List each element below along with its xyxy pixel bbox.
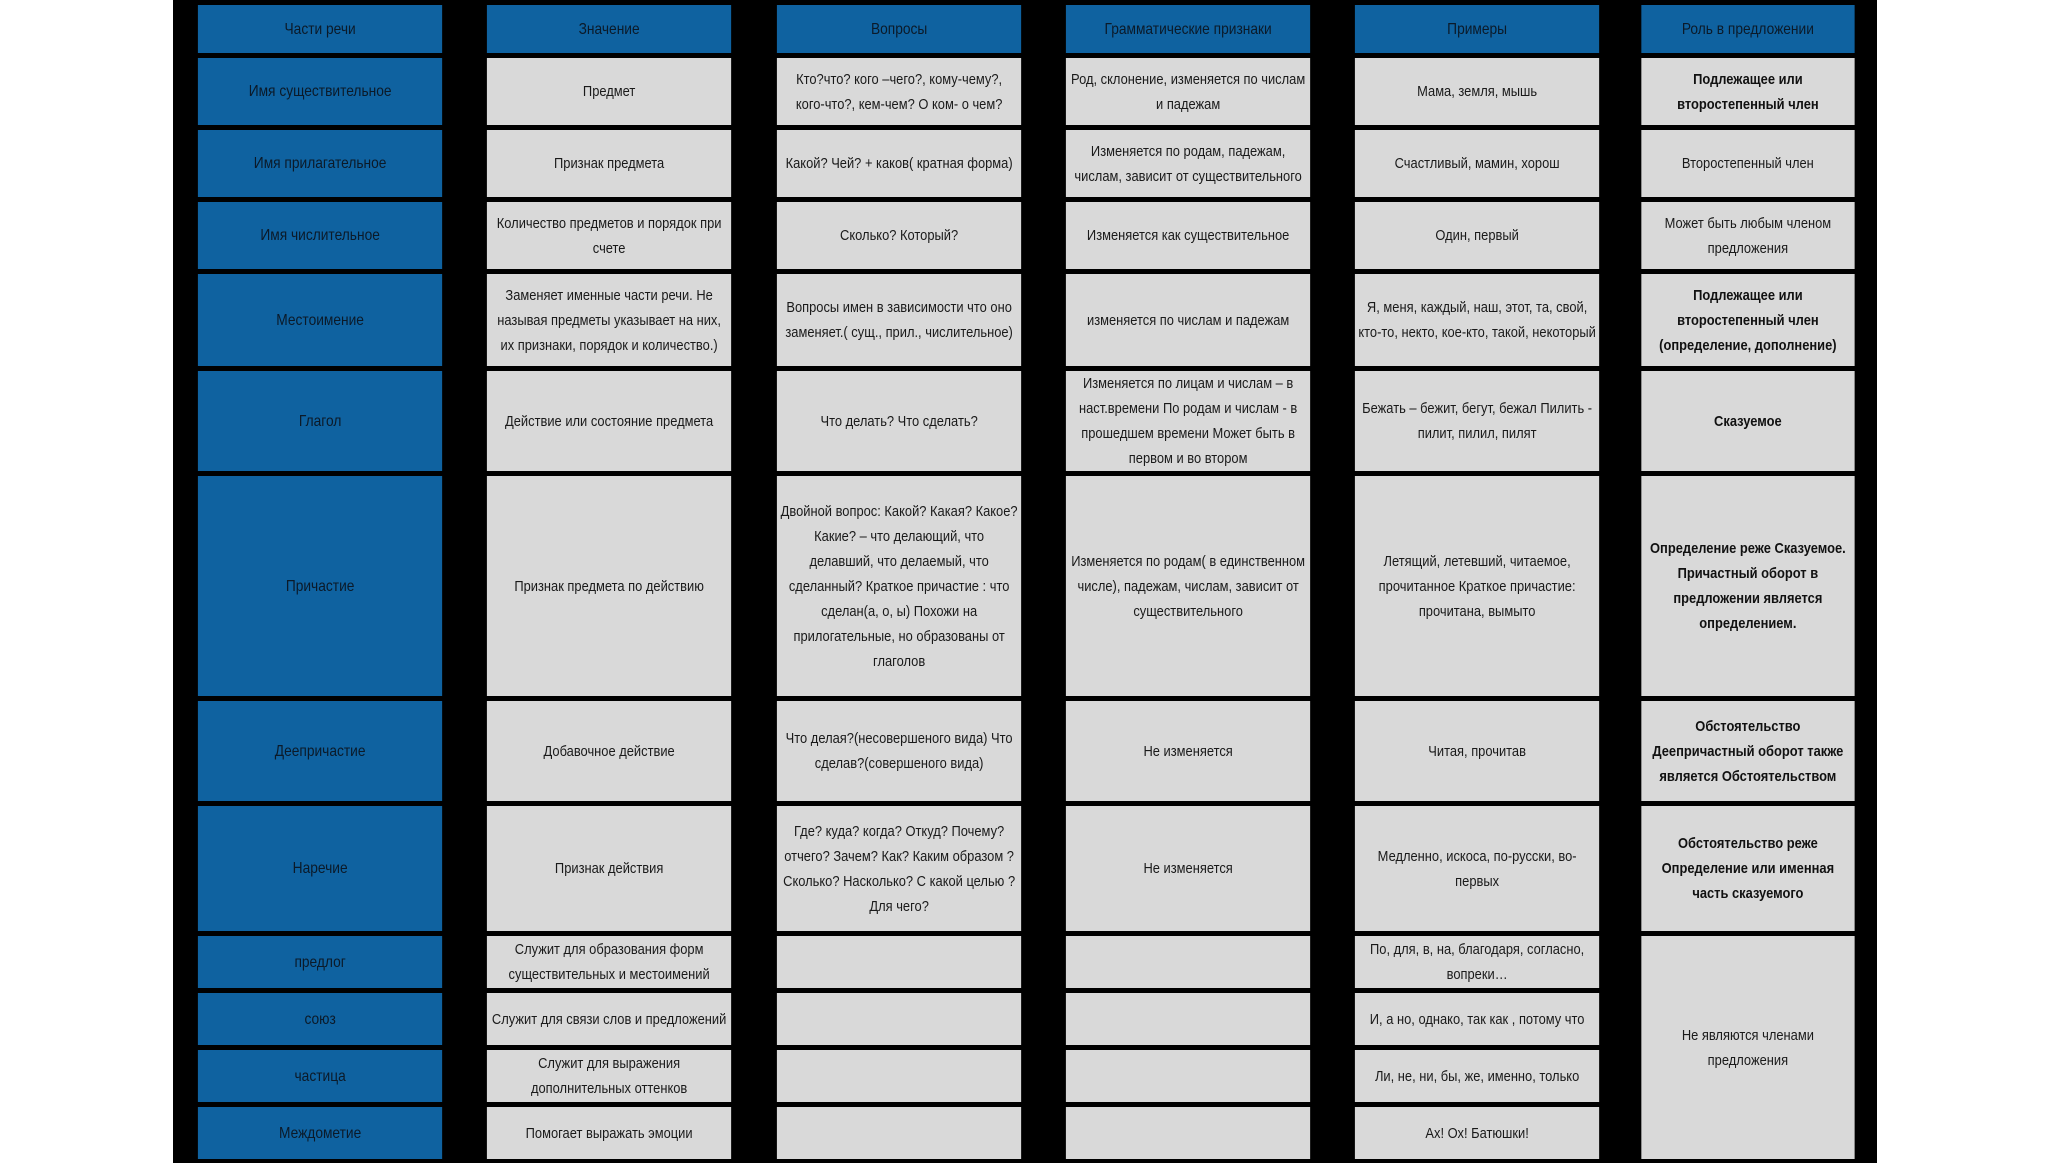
cell-role-merged: Не являются членами предложения xyxy=(1642,936,1855,1159)
cell-questions: Какой? Чей? + каков( кратная форма) xyxy=(776,130,1020,197)
row-name: Местоимение xyxy=(198,274,442,366)
cell-role: Обстоятельство Деепричастный оборот также является Обстоятельством xyxy=(1642,701,1855,801)
cell-examples: Бежать – бежит, бегут, бежал Пилить - пилит, пилил, пилят xyxy=(1355,371,1599,471)
cell-questions: Двойной вопрос: Какой? Какая? Какое? Какие? – что делающий, что делавший, что делаемый, что сделанный? Краткое причастие : что сделан(а, о, ы) Похожи на прилогательные, но образованы от глаголов xyxy=(776,476,1020,696)
cell-grammar: Не изменяется xyxy=(1066,701,1310,801)
cell-examples: Читая, прочитав xyxy=(1355,701,1599,801)
cell-role: Подлежащее или второстепенный член (определение, дополнение) xyxy=(1642,274,1855,366)
parts-of-speech-slide xyxy=(173,0,1877,1163)
table-row xyxy=(178,202,1872,269)
cell-examples: Ах! Ох! Батюшки! xyxy=(1355,1107,1599,1159)
cell-examples: И, а но, однако, так как , потому что xyxy=(1355,993,1599,1045)
table-row xyxy=(178,274,1872,366)
table-header-row xyxy=(178,5,1872,53)
cell-grammar: Изменяется по лицам и числам – в наст.времени По родам и числам - в прошедшем времени Может быть в первом и во втором xyxy=(1066,371,1310,471)
row-name: Имя прилагательное xyxy=(198,130,442,197)
cell-grammar: Изменяется по родам, падежам, числам, зависит от существительного xyxy=(1066,130,1310,197)
cell-role: Определение реже Сказуемое. Причастный оборот в предложении является определением. xyxy=(1642,476,1855,696)
cell-meaning: Количество предметов и порядок при счете xyxy=(487,202,731,269)
cell-meaning: Служит для связи слов и предложений xyxy=(487,993,731,1045)
row-name: Деепричастие xyxy=(198,701,442,801)
header-grammar: Грамматические признаки xyxy=(1066,5,1310,53)
cell-questions: Сколько? Который? xyxy=(776,202,1020,269)
parts-of-speech-table xyxy=(173,0,1877,1164)
table-row xyxy=(178,58,1872,125)
cell-grammar: Род, склонение, изменяется по числам и падежам xyxy=(1066,58,1310,125)
table-row xyxy=(178,806,1872,931)
row-name: частица xyxy=(198,1050,442,1102)
row-name: Глагол xyxy=(198,371,442,471)
cell-meaning: Признак действия xyxy=(487,806,731,931)
cell-grammar: Изменяется как существительное xyxy=(1066,202,1310,269)
table-row xyxy=(178,130,1872,197)
cell-examples: Летящий, летевший, читаемое, прочитанное Краткое причастие: прочитана, вымыто xyxy=(1355,476,1599,696)
cell-meaning: Служит для образования форм существительных и местоимений xyxy=(487,936,731,988)
row-name: союз xyxy=(198,993,442,1045)
cell-grammar: Изменяется по родам( в единственном числе), падежам, числам, зависит от существительного xyxy=(1066,476,1310,696)
cell-examples: По, для, в, на, благодаря, согласно, вопреки… xyxy=(1355,936,1599,988)
header-part-of-speech: Части речи xyxy=(198,5,442,53)
row-name: Междометие xyxy=(198,1107,442,1159)
table-row xyxy=(178,936,1872,988)
row-name: предлог xyxy=(198,936,442,988)
cell-questions xyxy=(776,993,1020,1045)
cell-role: Подлежащее или второстепенный член xyxy=(1642,58,1855,125)
header-meaning: Значение xyxy=(487,5,731,53)
cell-meaning: Признак предмета по действию xyxy=(487,476,731,696)
row-name: Наречие xyxy=(198,806,442,931)
table-row xyxy=(178,476,1872,696)
cell-examples: Я, меня, каждый, наш, этот, та, свой, кто-то, некто, кое-кто, такой, некоторый xyxy=(1355,274,1599,366)
table-row xyxy=(178,371,1872,471)
cell-role: Второстепенный член xyxy=(1642,130,1855,197)
table-row xyxy=(178,701,1872,801)
cell-examples: Мама, земля, мышь xyxy=(1355,58,1599,125)
cell-meaning: Служит для выражения дополнительных оттенков xyxy=(487,1050,731,1102)
cell-questions xyxy=(776,936,1020,988)
cell-grammar xyxy=(1066,1050,1310,1102)
cell-questions: Что делать? Что сделать? xyxy=(776,371,1020,471)
cell-examples: Ли, не, ни, бы, же, именно, только xyxy=(1355,1050,1599,1102)
cell-questions xyxy=(776,1107,1020,1159)
header-questions: Вопросы xyxy=(776,5,1020,53)
cell-meaning: Действие или состояние предмета xyxy=(487,371,731,471)
header-role: Роль в предложении xyxy=(1642,5,1855,53)
cell-role: Сказуемое xyxy=(1642,371,1855,471)
table-row xyxy=(178,1107,1872,1159)
cell-questions: Что делая?(несовершеного вида) Что сделав?(совершеного вида) xyxy=(776,701,1020,801)
cell-grammar xyxy=(1066,1107,1310,1159)
cell-grammar xyxy=(1066,993,1310,1045)
cell-meaning: Добавочное действие xyxy=(487,701,731,801)
row-name: Причастие xyxy=(198,476,442,696)
cell-examples: Медленно, искоса, по-русски, во-первых xyxy=(1355,806,1599,931)
cell-meaning: Помогает выражать эмоции xyxy=(487,1107,731,1159)
cell-grammar xyxy=(1066,936,1310,988)
table-row xyxy=(178,993,1872,1045)
cell-questions: Кто?что? кого –чего?, кому-чему?, кого-что?, кем-чем? О ком- о чем? xyxy=(776,58,1020,125)
row-name: Имя числительное xyxy=(198,202,442,269)
cell-grammar: Не изменяется xyxy=(1066,806,1310,931)
cell-examples: Счастливый, мамин, хорош xyxy=(1355,130,1599,197)
table-row xyxy=(178,1050,1872,1102)
cell-grammar: изменяется по числам и падежам xyxy=(1066,274,1310,366)
cell-questions: Где? куда? когда? Откуд? Почему? отчего? Зачем? Как? Каким образом ? Сколько? Насколько? С какой целью ? Для чего? xyxy=(776,806,1020,931)
cell-meaning: Предмет xyxy=(487,58,731,125)
cell-questions xyxy=(776,1050,1020,1102)
cell-role: Обстоятельство реже Определение или именная часть сказуемого xyxy=(1642,806,1855,931)
row-name: Имя существительное xyxy=(198,58,442,125)
cell-questions: Вопросы имен в зависимости что оно заменяет.( сущ., прил., числительное) xyxy=(776,274,1020,366)
cell-examples: Один, первый xyxy=(1355,202,1599,269)
cell-meaning: Признак предмета xyxy=(487,130,731,197)
header-examples: Примеры xyxy=(1355,5,1599,53)
cell-meaning: Заменяет именные части речи. Не называя предметы указывает на них, их признаки, порядок и количество.) xyxy=(487,274,731,366)
cell-role: Может быть любым членом предложения xyxy=(1642,202,1855,269)
